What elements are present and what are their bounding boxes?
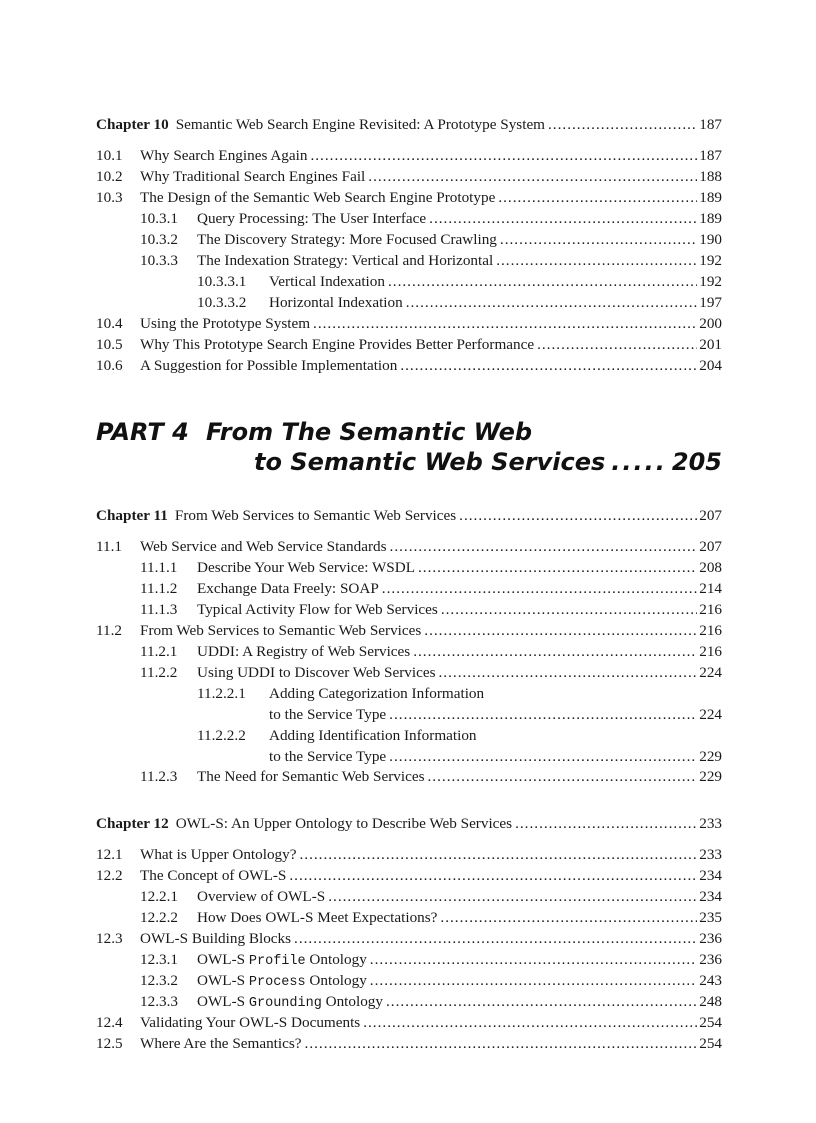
page-number: 216 (699, 601, 722, 618)
page-number: 200 (699, 315, 722, 332)
page-number: 192 (699, 252, 722, 269)
section-title: Exchange Data Freely: SOAP (197, 580, 379, 597)
page-number: 234 (699, 867, 722, 884)
page-number: 189 (699, 189, 722, 206)
part-page-number: 205 (671, 448, 722, 476)
section-number: 11.2.3 (140, 768, 178, 785)
section-number: 11.2.1 (140, 643, 178, 660)
dot-leader (515, 815, 697, 833)
dot-leader (537, 336, 697, 354)
code-term: Profile (248, 954, 306, 969)
section-number: 10.2 (96, 168, 123, 185)
section-title: How Does OWL-S Meet Expectations? (197, 909, 438, 926)
chapter-title: OWL-S: An Upper Ontology to Describe Web Services (175, 815, 513, 832)
toc-entry-10-3-2 (140, 231, 722, 249)
toc-entry-11-2-1 (140, 643, 722, 661)
section-number: 12.3.1 (140, 951, 178, 968)
code-term: Grounding (248, 996, 322, 1011)
dot-leader (498, 189, 697, 207)
chapter-11-heading (96, 507, 722, 525)
toc-entry-11-1-1 (140, 559, 722, 577)
toc-entry-11-1 (96, 538, 722, 556)
part-4-heading (96, 418, 722, 478)
page-number: 189 (699, 210, 722, 227)
dot-leader (299, 846, 697, 864)
section-number: 12.4 (96, 1014, 123, 1031)
section-number: 10.6 (96, 357, 123, 374)
dot-leader (368, 168, 697, 186)
page-number: 208 (699, 559, 722, 576)
dot-leader (459, 507, 697, 525)
chapter-label: Chapter 12 (96, 815, 169, 832)
section-title: Overview of OWL-S (197, 888, 326, 905)
page-number: 235 (699, 909, 722, 926)
toc-entry-12-3 (96, 930, 722, 948)
page-number: 229 (699, 768, 722, 785)
section-number: 12.2.1 (140, 888, 178, 905)
section-number: 11.2.2 (140, 664, 178, 681)
toc-entry-12-5 (96, 1035, 722, 1053)
section-number: 10.3.3 (140, 252, 178, 269)
page-number: 201 (699, 336, 722, 353)
dot-leader (413, 643, 697, 661)
part-label: PART 4 (96, 418, 189, 446)
page-number: 224 (699, 706, 722, 723)
toc-entry-10-3-3-1 (197, 273, 722, 291)
dot-leader (388, 273, 697, 291)
section-title: Why Traditional Search Engines Fail (140, 168, 366, 185)
page-number: 224 (699, 664, 722, 681)
section-title: The Discovery Strategy: More Focused Crawling (197, 231, 497, 248)
dot-leader (424, 622, 697, 640)
section-number: 10.1 (96, 147, 123, 164)
section-title: Using UDDI to Discover Web Services (197, 664, 436, 681)
dot-leader (418, 559, 697, 577)
toc-entry-12-3-3 (140, 993, 722, 1013)
section-number: 11.1.3 (140, 601, 178, 618)
section-title: From Web Services to Semantic Web Services (140, 622, 422, 639)
page-number: 216 (699, 622, 722, 639)
section-title-line1: Adding Identification Information (269, 727, 477, 744)
dot-leader (440, 909, 697, 927)
section-title: Web Service and Web Service Standards (140, 538, 387, 555)
section-number: 12.1 (96, 846, 123, 863)
toc-entry-12-4 (96, 1014, 722, 1032)
section-title-line2: to the Service Type (269, 706, 387, 723)
chapter-label: Chapter 10 (96, 116, 169, 133)
section-number: 10.4 (96, 315, 123, 332)
dot-leader (370, 972, 697, 990)
section-number: 11.2.2.1 (197, 685, 246, 702)
dot-leader (370, 951, 697, 969)
toc-entry-10-2 (96, 168, 722, 186)
toc-entry-10-3 (96, 189, 722, 207)
toc-entry-10-6 (96, 357, 722, 375)
section-title: The Design of the Semantic Web Search Engine Prototype (140, 189, 496, 206)
toc-entry-10-4 (96, 315, 722, 333)
dot-leader (363, 1014, 697, 1032)
toc-entry-11-2-2-1-line2 (197, 706, 722, 724)
toc-entry-10-3-3 (140, 252, 722, 270)
section-number: 10.3 (96, 189, 123, 206)
page-number: 233 (699, 815, 722, 832)
section-title: OWL-S Process Ontology (197, 972, 367, 990)
dot-leader (389, 748, 697, 766)
toc-entry-10-3-1 (140, 210, 722, 228)
page-number: 187 (699, 147, 722, 164)
section-title: Vertical Indexation (269, 273, 385, 290)
dot-leader (328, 888, 697, 906)
page-number: 229 (699, 748, 722, 765)
section-title: Describe Your Web Service: WSDL (197, 559, 415, 576)
toc-entry-10-5 (96, 336, 722, 354)
toc-entry-11-1-2 (140, 580, 722, 598)
dot-leader (390, 538, 698, 556)
section-number: 11.1 (96, 538, 123, 555)
dot-leader (289, 867, 697, 885)
section-number: 10.3.3.2 (197, 294, 247, 311)
toc-entry-11-2-2-2-line1 (197, 727, 722, 745)
section-title: Where Are the Semantics? (140, 1035, 302, 1052)
page-number: 204 (699, 357, 722, 374)
dot-leader (386, 993, 697, 1011)
page-number: 243 (699, 972, 722, 989)
dot-leader (428, 768, 698, 786)
section-title: UDDI: A Registry of Web Services (197, 643, 411, 660)
section-number: 12.3 (96, 930, 123, 947)
section-title: Query Processing: The User Interface (197, 210, 427, 227)
section-number: 11.2.2.2 (197, 727, 246, 744)
dot-leader (429, 210, 697, 228)
dot-leader (496, 252, 697, 270)
toc-entry-10-3-3-2 (197, 294, 722, 312)
section-title: What is Upper Ontology? (140, 846, 297, 863)
section-title: OWL-S Profile Ontology (197, 951, 367, 969)
part-title-line2: to Semantic Web Services (254, 448, 606, 476)
page-number: 254 (699, 1014, 722, 1031)
section-title: A Suggestion for Possible Implementation (140, 357, 398, 374)
toc-entry-11-2-2 (140, 664, 722, 682)
chapter-label: Chapter 11 (96, 507, 168, 524)
toc-entry-12-2-1 (140, 888, 722, 906)
page-number: 234 (699, 888, 722, 905)
toc-entry-11-2 (96, 622, 722, 640)
dot-leader (439, 664, 698, 682)
chapter-10-heading (96, 116, 722, 134)
page-number: 192 (699, 273, 722, 290)
section-number: 12.2.2 (140, 909, 178, 926)
section-title: The Need for Semantic Web Services (197, 768, 425, 785)
dot-leader (500, 231, 697, 249)
page-number: 187 (699, 116, 722, 133)
toc-entry-11-1-3 (140, 601, 722, 619)
page-number: 233 (699, 846, 722, 863)
toc-entry-11-2-2-2-line2 (197, 748, 722, 766)
section-number: 11.2 (96, 622, 123, 639)
section-title: Horizontal Indexation (269, 294, 403, 311)
dot-leader (548, 116, 697, 134)
section-number: 11.1.2 (140, 580, 178, 597)
section-title: OWL-S Grounding Ontology (197, 993, 383, 1011)
section-number: 10.3.2 (140, 231, 178, 248)
dot-leader (310, 147, 697, 165)
section-title: Typical Activity Flow for Web Services (197, 601, 438, 618)
section-number: 12.3.2 (140, 972, 178, 989)
section-title-line2: to the Service Type (269, 748, 387, 765)
toc-entry-12-3-1 (140, 951, 722, 971)
section-title: OWL-S Building Blocks (140, 930, 292, 947)
section-title: Why This Prototype Search Engine Provides Better Performance (140, 336, 535, 353)
toc-entry-12-1 (96, 846, 722, 864)
toc-entry-11-2-3 (140, 768, 722, 786)
dot-leader (406, 294, 698, 312)
page-number: 188 (699, 168, 722, 185)
page-number: 207 (699, 538, 722, 555)
dot-leader (305, 1035, 698, 1053)
section-number: 12.2 (96, 867, 123, 884)
dot-leader (400, 357, 697, 375)
section-title: Why Search Engines Again (140, 147, 308, 164)
dot-leader (294, 930, 697, 948)
chapter-12-heading (96, 815, 722, 833)
section-number: 10.3.3.1 (197, 273, 247, 290)
section-number: 10.5 (96, 336, 123, 353)
dot-leader (389, 706, 697, 724)
page-number: 236 (699, 951, 722, 968)
part-title-line2-row (254, 448, 722, 476)
page-number: 254 (699, 1035, 722, 1052)
page-number: 216 (699, 643, 722, 660)
section-number: 12.3.3 (140, 993, 178, 1010)
dot-leader (382, 580, 697, 598)
toc-entry-12-2 (96, 867, 722, 885)
section-number: 11.1.1 (140, 559, 178, 576)
page-number: 236 (699, 930, 722, 947)
page-number: 248 (699, 993, 722, 1010)
dot-leader (313, 315, 697, 333)
section-number: 10.3.1 (140, 210, 178, 227)
toc-entry-10-1 (96, 147, 722, 165)
section-title: Using the Prototype System (140, 315, 311, 332)
dot-leader (611, 448, 668, 476)
toc-entry-12-3-2 (140, 972, 722, 992)
dot-leader (441, 601, 697, 619)
section-title: The Concept of OWL-S (140, 867, 287, 884)
section-number: 12.5 (96, 1035, 123, 1052)
section-title-line1: Adding Categorization Information (269, 685, 485, 702)
page-number: 214 (699, 580, 722, 597)
section-title: Validating Your OWL-S Documents (140, 1014, 361, 1031)
page-number: 197 (699, 294, 722, 311)
page-number: 190 (699, 231, 722, 248)
section-title: The Indexation Strategy: Vertical and Horizontal (197, 252, 494, 269)
page-number: 207 (699, 507, 722, 524)
code-term: Process (248, 975, 306, 990)
part-title-line1: From The Semantic Web (206, 418, 533, 446)
chapter-title: From Web Services to Semantic Web Services (174, 507, 457, 524)
toc-entry-12-2-2 (140, 909, 722, 927)
toc-entry-11-2-2-1-line1 (197, 685, 722, 703)
chapter-title: Semantic Web Search Engine Revisited: A Prototype System (175, 116, 545, 133)
